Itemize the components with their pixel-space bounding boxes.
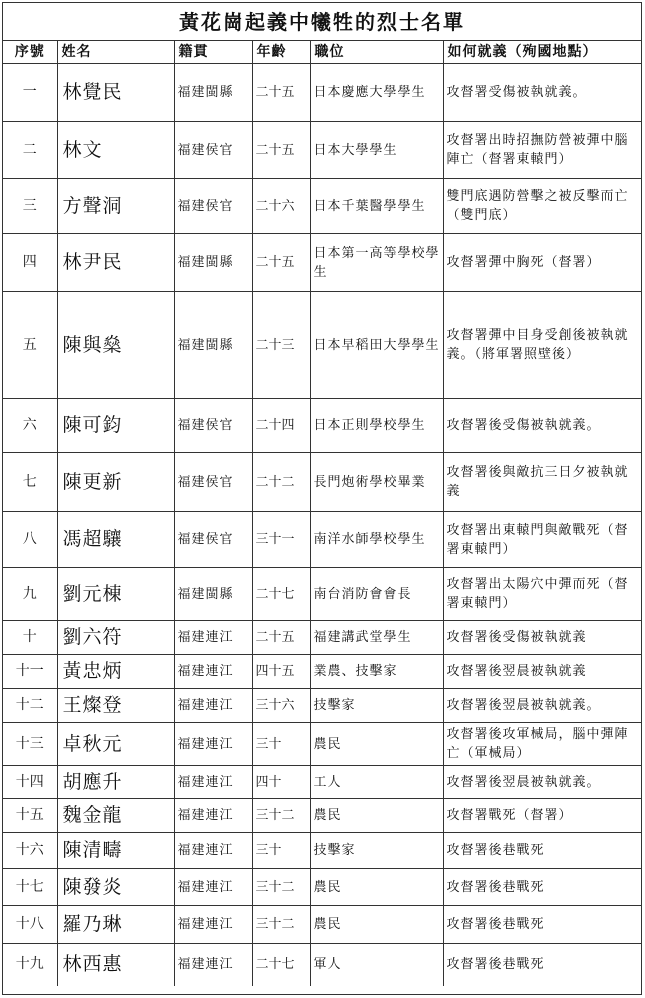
row-number-cell: 七 [3, 453, 57, 512]
table-row [3, 568, 641, 621]
manner-of-death-cell: 雙門底遇防營擊之被反擊而亡（雙門底） [443, 179, 641, 234]
column-header-how: 如何就義（殉國地點） [443, 41, 641, 64]
age-cell: 三十六 [252, 689, 310, 723]
native-place-cell: 福建連江 [174, 799, 252, 833]
age-cell: 二十五 [252, 122, 310, 179]
row-number-cell: 三 [3, 179, 57, 234]
row-number-cell: 十 [3, 621, 57, 655]
age-cell: 三十二 [252, 869, 310, 906]
martyr-name-cell: 卓秋元 [57, 723, 174, 766]
martyr-name-cell: 王燦登 [57, 689, 174, 723]
table-row [3, 292, 641, 399]
native-place-cell: 福建閩縣 [174, 64, 252, 122]
manner-of-death-cell: 攻督署後與敵抗三日夕被執就義 [443, 453, 641, 512]
table-row [3, 723, 641, 766]
position-cell: 業農、技擊家 [310, 655, 443, 689]
native-place-cell: 福建閩縣 [174, 568, 252, 621]
position-cell: 日本早稻田大學學生 [310, 292, 443, 399]
martyr-name-cell: 林西惠 [57, 944, 174, 986]
martyr-name-cell: 馮超驤 [57, 512, 174, 568]
manner-of-death-cell: 攻督署後受傷被執就義。 [443, 399, 641, 453]
martyrs-table [3, 41, 641, 986]
age-cell: 三十 [252, 723, 310, 766]
table-row [3, 453, 641, 512]
column-header-name: 姓名 [57, 41, 174, 64]
manner-of-death-cell: 攻督署後巷戰死 [443, 869, 641, 906]
position-cell: 農民 [310, 723, 443, 766]
age-cell: 三十 [252, 833, 310, 869]
column-header-position: 職位 [310, 41, 443, 64]
row-number-cell: 九 [3, 568, 57, 621]
age-cell: 三十二 [252, 906, 310, 944]
position-cell: 工人 [310, 766, 443, 799]
row-number-cell: 十四 [3, 766, 57, 799]
age-cell: 二十二 [252, 453, 310, 512]
manner-of-death-cell: 攻督署後受傷被執就義 [443, 621, 641, 655]
native-place-cell: 福建侯官 [174, 512, 252, 568]
column-header-no: 序號 [3, 41, 57, 64]
manner-of-death-cell: 攻督署後翌晨被執就義。 [443, 689, 641, 723]
age-cell: 二十七 [252, 944, 310, 986]
martyr-name-cell: 魏金龍 [57, 799, 174, 833]
row-number-cell: 十三 [3, 723, 57, 766]
native-place-cell: 福建連江 [174, 944, 252, 986]
age-cell: 四十 [252, 766, 310, 799]
martyr-name-cell: 胡應升 [57, 766, 174, 799]
position-cell: 軍人 [310, 944, 443, 986]
native-place-cell: 福建侯官 [174, 179, 252, 234]
row-number-cell: 十七 [3, 869, 57, 906]
row-number-cell: 十六 [3, 833, 57, 869]
native-place-cell: 福建閩縣 [174, 292, 252, 399]
table-row [3, 234, 641, 292]
row-number-cell: 二 [3, 122, 57, 179]
position-cell: 長門炮術學校畢業 [310, 453, 443, 512]
martyr-name-cell: 陳與燊 [57, 292, 174, 399]
column-header-age: 年齡 [252, 41, 310, 64]
column-header-native: 籍貫 [174, 41, 252, 64]
native-place-cell: 福建連江 [174, 906, 252, 944]
table-row [3, 906, 641, 944]
age-cell: 二十七 [252, 568, 310, 621]
native-place-cell: 福建連江 [174, 655, 252, 689]
native-place-cell: 福建侯官 [174, 399, 252, 453]
age-cell: 四十五 [252, 655, 310, 689]
manner-of-death-cell: 攻督署後巷戰死 [443, 833, 641, 869]
manner-of-death-cell: 攻督署出東轅門與敵戰死（督署東轅門） [443, 512, 641, 568]
position-cell: 福建講武堂學生 [310, 621, 443, 655]
row-number-cell: 十八 [3, 906, 57, 944]
martyr-name-cell: 林文 [57, 122, 174, 179]
position-cell: 技擊家 [310, 689, 443, 723]
position-cell: 農民 [310, 799, 443, 833]
table-row [3, 512, 641, 568]
position-cell: 南洋水師學校學生 [310, 512, 443, 568]
native-place-cell: 福建侯官 [174, 453, 252, 512]
row-number-cell: 十五 [3, 799, 57, 833]
native-place-cell: 福建侯官 [174, 122, 252, 179]
age-cell: 二十三 [252, 292, 310, 399]
manner-of-death-cell: 攻督署出時招撫防營被彈中腦陣亡（督署東轅門） [443, 122, 641, 179]
age-cell: 二十五 [252, 234, 310, 292]
position-cell: 日本大學學生 [310, 122, 443, 179]
native-place-cell: 福建連江 [174, 621, 252, 655]
age-cell: 二十六 [252, 179, 310, 234]
table-row [3, 689, 641, 723]
native-place-cell: 福建連江 [174, 689, 252, 723]
native-place-cell: 福建閩縣 [174, 234, 252, 292]
martyr-name-cell: 陳更新 [57, 453, 174, 512]
age-cell: 三十二 [252, 799, 310, 833]
position-cell: 技擊家 [310, 833, 443, 869]
position-cell: 日本正則學校學生 [310, 399, 443, 453]
martyr-name-cell: 林覺民 [57, 64, 174, 122]
position-cell: 日本千葉醫學學生 [310, 179, 443, 234]
table-header-row [3, 41, 641, 64]
row-number-cell: 六 [3, 399, 57, 453]
manner-of-death-cell: 攻督署出太陽穴中彈而死（督署東轅門） [443, 568, 641, 621]
position-cell: 日本第一高等學校學生 [310, 234, 443, 292]
martyr-name-cell: 劉六符 [57, 621, 174, 655]
row-number-cell: 十二 [3, 689, 57, 723]
martyr-name-cell: 黃忠炳 [57, 655, 174, 689]
table-row [3, 621, 641, 655]
table-row [3, 766, 641, 799]
table-row [3, 799, 641, 833]
position-cell: 農民 [310, 906, 443, 944]
row-number-cell: 八 [3, 512, 57, 568]
table-row [3, 179, 641, 234]
position-cell: 日本慶應大學學生 [310, 64, 443, 122]
table-row [3, 122, 641, 179]
row-number-cell: 十一 [3, 655, 57, 689]
table-row [3, 833, 641, 869]
manner-of-death-cell: 攻督署戰死（督署） [443, 799, 641, 833]
martyr-name-cell: 陳發炎 [57, 869, 174, 906]
martyr-name-cell: 林尹民 [57, 234, 174, 292]
martyrs-document [2, 2, 642, 995]
position-cell: 南台消防會會長 [310, 568, 443, 621]
row-number-cell: 一 [3, 64, 57, 122]
manner-of-death-cell: 攻督署彈中目身受創後被執就義。（將軍署照壁後） [443, 292, 641, 399]
native-place-cell: 福建連江 [174, 766, 252, 799]
manner-of-death-cell: 攻督署彈中胸死（督署） [443, 234, 641, 292]
table-row [3, 869, 641, 906]
martyr-name-cell: 陳可鈞 [57, 399, 174, 453]
martyr-name-cell: 劉元棟 [57, 568, 174, 621]
table-row [3, 655, 641, 689]
age-cell: 二十五 [252, 64, 310, 122]
position-cell: 農民 [310, 869, 443, 906]
native-place-cell: 福建連江 [174, 869, 252, 906]
native-place-cell: 福建連江 [174, 723, 252, 766]
manner-of-death-cell: 攻督署後巷戰死 [443, 906, 641, 944]
row-number-cell: 四 [3, 234, 57, 292]
document-title: 黃花崗起義中犧牲的烈士名單 [3, 3, 641, 41]
row-number-cell: 十九 [3, 944, 57, 986]
age-cell: 三十一 [252, 512, 310, 568]
manner-of-death-cell: 攻督署後翌晨被執就義。 [443, 766, 641, 799]
table-row [3, 944, 641, 986]
row-number-cell: 五 [3, 292, 57, 399]
native-place-cell: 福建連江 [174, 833, 252, 869]
manner-of-death-cell: 攻督署受傷被執就義。 [443, 64, 641, 122]
table-row [3, 399, 641, 453]
age-cell: 二十四 [252, 399, 310, 453]
table-row [3, 64, 641, 122]
manner-of-death-cell: 攻督署後翌晨被執就義 [443, 655, 641, 689]
manner-of-death-cell: 攻督署後攻軍械局，腦中彈陣亡（軍械局） [443, 723, 641, 766]
manner-of-death-cell: 攻督署後巷戰死 [443, 944, 641, 986]
age-cell: 二十五 [252, 621, 310, 655]
martyr-name-cell: 陳清疇 [57, 833, 174, 869]
martyr-name-cell: 方聲洞 [57, 179, 174, 234]
martyr-name-cell: 羅乃琳 [57, 906, 174, 944]
